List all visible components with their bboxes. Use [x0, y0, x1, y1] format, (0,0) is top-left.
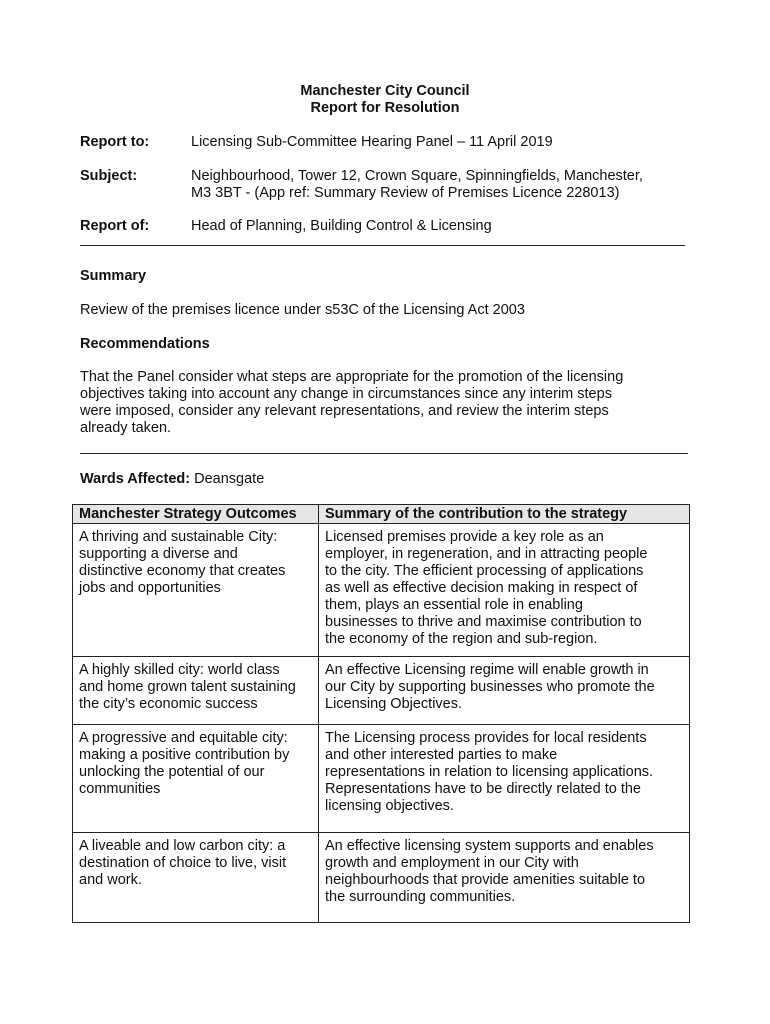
organisation-title: Manchester City Council	[300, 83, 470, 99]
cell-line: and other interested parties to make	[325, 747, 558, 763]
cell-line: Representations have to be directly related to the	[325, 781, 641, 797]
cell-line: our City by supporting businesses who promote the	[325, 679, 655, 695]
cell-line: the surrounding communities.	[325, 889, 516, 905]
section-divider	[80, 453, 688, 454]
recommendation-line: already taken.	[80, 420, 172, 436]
cell-line: to the city. The efficient processing of applications	[325, 563, 644, 579]
recommendation-line: were imposed, consider any relevant representations, and review the interim steps	[80, 403, 609, 419]
cell-line: Licensed premises provide a key role as an	[325, 529, 604, 545]
cell-line: neighbourhoods that provide amenities suitable to	[325, 872, 646, 888]
wards-affected	[80, 471, 264, 488]
cell-line: A thriving and sustainable City:	[79, 529, 278, 545]
cell-line: destination of choice to live, visit	[79, 855, 287, 871]
cell-line: A liveable and low carbon city: a	[79, 838, 286, 854]
report-of-value: Head of Planning, Building Control & Licensing	[191, 218, 492, 234]
report-to-value: Licensing Sub-Committee Hearing Panel – 11 April 2019	[191, 134, 553, 150]
recommendations-heading: Recommendations	[80, 336, 210, 352]
table-row	[73, 833, 690, 923]
cell-line: A highly skilled city: world class	[79, 662, 280, 678]
table-header-row	[73, 505, 690, 524]
table-row	[73, 524, 690, 657]
outcome-cell	[73, 833, 319, 923]
column-header-outcomes: Manchester Strategy Outcomes	[73, 505, 319, 524]
subject-line: M3 3BT - (App ref: Summary Review of Premises Licence 228013)	[191, 185, 620, 201]
cell-line: The Licensing process provides for local residents	[325, 730, 647, 746]
cell-line: and home grown talent sustaining	[79, 679, 296, 695]
report-type-title: Report for Resolution	[310, 100, 460, 116]
report-to-label: Report to:	[80, 134, 150, 150]
cell-line: the city’s economic success	[79, 696, 258, 712]
cell-line: An effective licensing system supports and enables	[325, 838, 654, 854]
subject-value	[191, 168, 691, 202]
summary-text: Review of the premises licence under s53C of the Licensing Act 2003	[80, 302, 525, 318]
cell-line: distinctive economy that creates	[79, 563, 286, 579]
cell-line: Licensing Objectives.	[325, 696, 463, 712]
outcome-cell	[73, 725, 319, 833]
table-row	[73, 657, 690, 725]
cell-line: unlocking the potential of our	[79, 764, 265, 780]
cell-line: employer, in regeneration, and in attracting people	[325, 546, 648, 562]
cell-line: An effective Licensing regime will enable growth in	[325, 662, 649, 678]
wards-label: Wards Affected:	[80, 471, 191, 487]
cell-line: them, plays an essential role in enabling	[325, 597, 583, 613]
contribution-cell	[319, 833, 690, 923]
contribution-cell	[319, 524, 690, 657]
cell-line: making a positive contribution by	[79, 747, 290, 763]
column-header-contribution: Summary of the contribution to the strategy	[319, 505, 690, 524]
table-row	[73, 725, 690, 833]
outcome-cell	[73, 524, 319, 657]
outcome-cell	[73, 657, 319, 725]
cell-line: representations in relation to licensing applications.	[325, 764, 654, 780]
summary-heading: Summary	[80, 268, 147, 284]
recommendation-line: That the Panel consider what steps are appropriate for the promotion of the licensing	[80, 369, 624, 385]
contribution-cell	[319, 725, 690, 833]
contribution-cell	[319, 657, 690, 725]
strategy-table	[72, 504, 690, 923]
recommendations-text	[80, 369, 680, 437]
cell-line: as well as effective decision making in respect of	[325, 580, 638, 596]
cell-line: growth and employment in our City with	[325, 855, 579, 871]
report-of-label: Report of:	[80, 218, 150, 234]
cell-line: the economy of the region and sub-region.	[325, 631, 598, 647]
wards-value: Deansgate	[194, 471, 265, 487]
cell-line: and work.	[79, 872, 142, 888]
cell-line: A progressive and equitable city:	[79, 730, 288, 746]
cell-line: businesses to thrive and maximise contribution to	[325, 614, 642, 630]
subject-label: Subject:	[80, 168, 138, 184]
header-divider	[80, 245, 685, 246]
subject-line: Neighbourhood, Tower 12, Crown Square, Spinningfields, Manchester,	[191, 168, 643, 184]
cell-line: communities	[79, 781, 161, 797]
cell-line: supporting a diverse and	[79, 546, 238, 562]
cell-line: licensing objectives.	[325, 798, 454, 814]
recommendation-line: objectives taking into account any change in circumstances since any interim steps	[80, 386, 612, 402]
cell-line: jobs and opportunities	[79, 580, 221, 596]
